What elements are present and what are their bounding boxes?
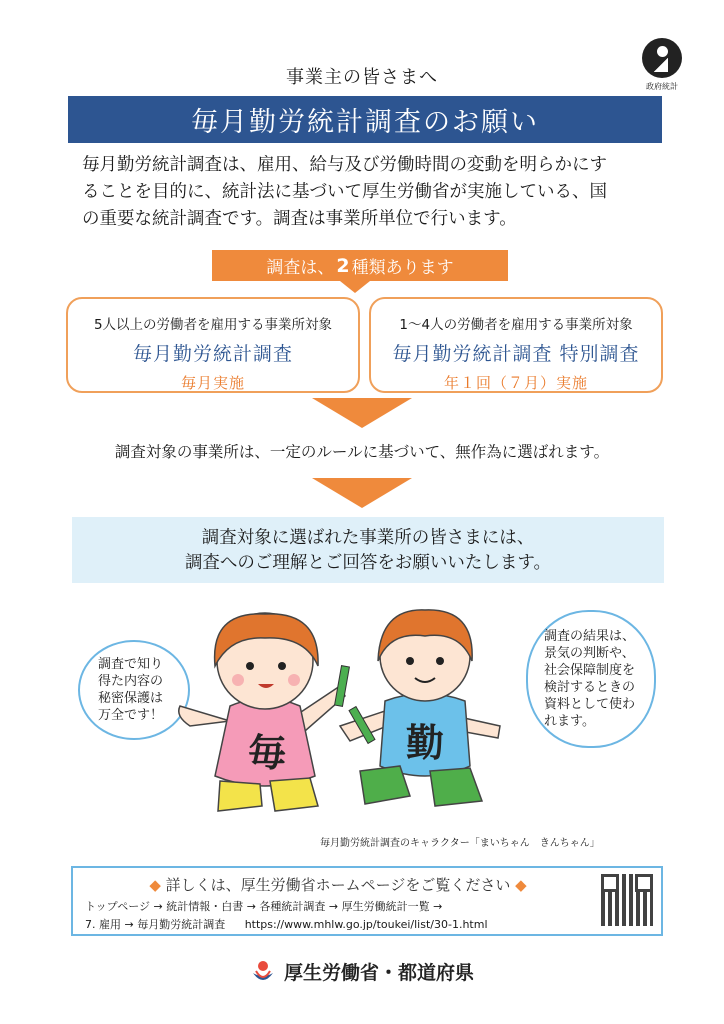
nav-path-line2 — [85, 916, 488, 932]
logo-label: 政府統計 — [646, 82, 678, 91]
survey-types-banner — [212, 250, 508, 281]
request-notice — [72, 517, 664, 583]
diamond-icon: ◆ — [149, 876, 161, 894]
survey-frequency: 毎月実施 — [180, 374, 245, 392]
character-caption: 毎月勤労統計調査のキャラクター「まいちゃん きんちゃん」 — [320, 838, 600, 849]
survey-box-special — [369, 297, 663, 393]
bubble-line: 調査で知り — [98, 657, 164, 672]
intro-paragraph — [82, 152, 662, 233]
bubble-line: 資料として使わ — [544, 697, 636, 712]
qr-code-icon[interactable] — [601, 874, 653, 926]
intro-line: 毎月勤労統計調査は、雇用、給与及び労働時間の変動を明らかにす — [82, 155, 607, 175]
bubble-line: 社会保障制度を — [544, 663, 636, 678]
mascot-illustration — [170, 606, 520, 826]
info-heading — [73, 874, 603, 895]
bubble-text — [528, 612, 654, 730]
down-arrow-icon — [312, 478, 412, 508]
bubble-line: 得た内容の — [98, 674, 164, 689]
request-line: 調査対象に選ばれた事業所の皆さまには、 — [201, 528, 535, 548]
footer-text: 厚生労働省・都道府県 — [283, 962, 474, 984]
mhlw-logo-icon — [250, 959, 276, 985]
banner-text: 調査は、 — [266, 258, 335, 278]
girl-character — [179, 613, 350, 811]
selection-rule: 調査対象の事業所は、一定のルールに基づいて、無作為に選ばれます。 — [114, 443, 610, 461]
girl-shirt-label: 毎 — [248, 731, 287, 775]
survey-name: 毎月勤労統計調査 — [132, 343, 293, 365]
nav-path-text: 7. 雇用 → 毎月勤労統計調査 — [85, 918, 226, 931]
nav-path-line: トップページ → 統計情報・白書 → 各種統計調査 → 厚生労働統計一覧 → — [85, 900, 443, 913]
page-subtitle: 事業主の皆さまへ — [286, 67, 438, 88]
diamond-icon: ◆ — [515, 876, 527, 894]
page-title: 毎月勤労統計調査のお願い — [68, 96, 662, 143]
boy-character — [340, 610, 500, 806]
request-line: 調査へのご理解とご回答をお願いいたします。 — [184, 553, 552, 573]
info-box — [71, 866, 663, 936]
speech-bubble-right — [526, 610, 656, 748]
survey-box-monthly — [66, 297, 360, 393]
info-heading-text: 詳しくは、厚生労働省ホームページをご覧ください — [165, 876, 511, 894]
banner-pointer — [340, 281, 370, 293]
survey-frequency: 年１回（７月）実施 — [443, 374, 588, 392]
bubble-line: 万全です！ — [98, 708, 164, 723]
banner-count: 2 — [336, 254, 350, 277]
footer — [0, 958, 724, 985]
survey-name: 毎月勤労統計調査 特別調査 — [392, 343, 640, 365]
bubble-line: 秘密保護は — [98, 691, 164, 706]
bubble-line: 景気の判断や、 — [544, 646, 635, 661]
down-arrow-icon — [312, 398, 412, 428]
bubble-line: 調査の結果は、 — [544, 629, 636, 644]
url-link[interactable]: https://www.mhlw.go.jp/toukei/list/30-1.html — [244, 918, 488, 931]
survey-target: 1～4人の労働者を雇用する事業所対象 — [399, 317, 633, 333]
banner-text: 種類あります — [351, 258, 454, 278]
bubble-line: 検討するときの — [544, 680, 636, 695]
boy-shirt-label: 勤 — [406, 721, 445, 765]
survey-target: 5人以上の労働者を雇用する事業所対象 — [93, 317, 333, 333]
intro-line: の重要な統計調査です。調査は事業所単位で行います。 — [82, 209, 517, 229]
intro-line: ることを目的に、統計法に基づいて厚生労働省が実施している、国 — [82, 182, 607, 202]
bubble-line: れます。 — [544, 714, 595, 729]
